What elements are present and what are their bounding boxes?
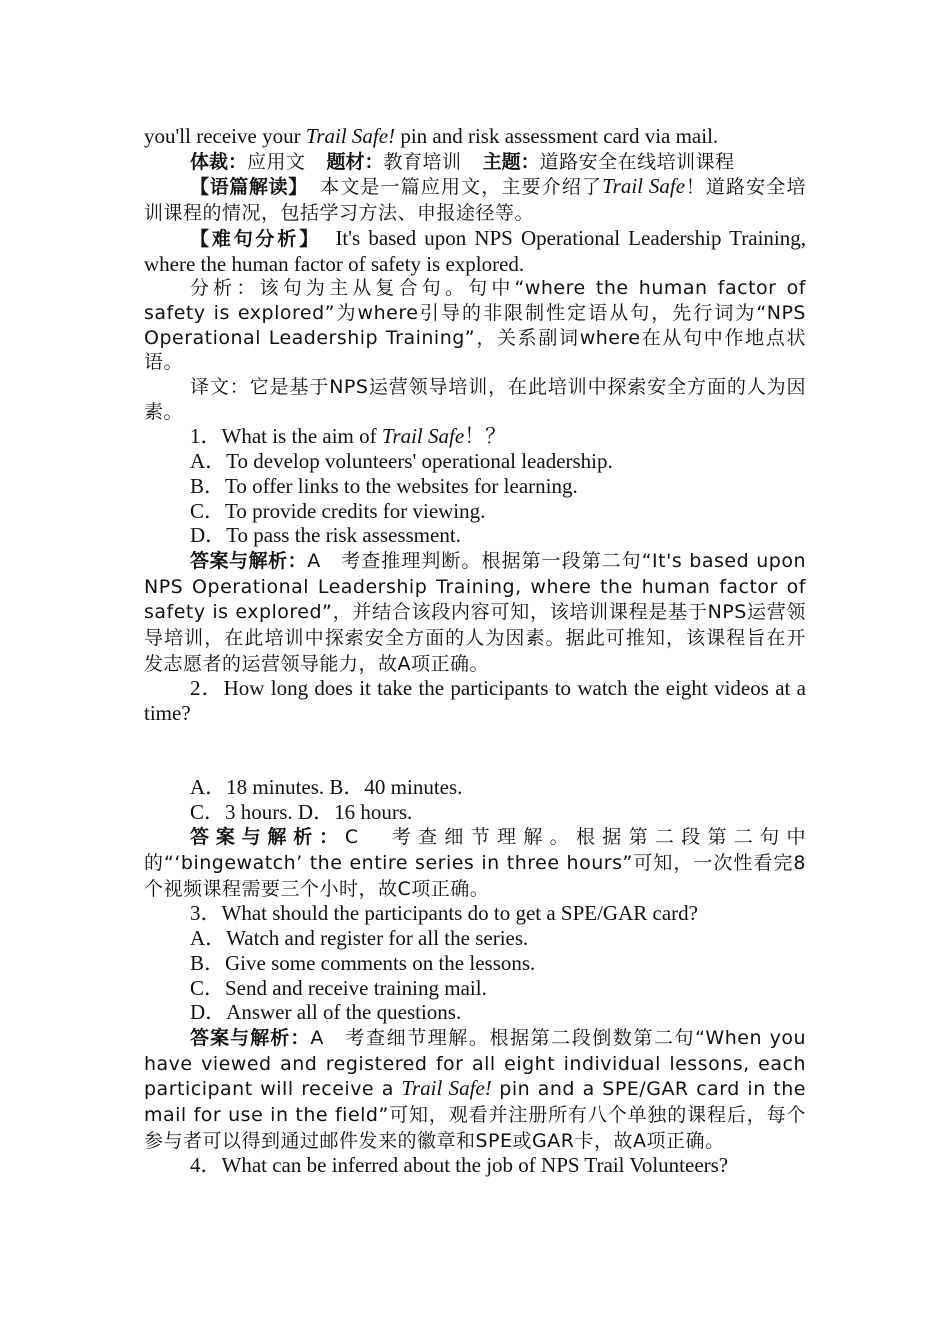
question-2-stem: 2．How long does it take the participants to watch the eight videos at a time?	[144, 676, 806, 726]
question-3-option-c: C．Send and receive training mail.	[190, 975, 487, 1000]
question-1-stem: 1．What is the aim of Trail Safe！？	[190, 424, 507, 449]
question-2-options-cd: C．3 hours. D．16 hours.	[190, 799, 413, 824]
question-3-option-a: A．Watch and register for all the series.	[190, 926, 529, 951]
question-3-answer: 答案与解析：A 考查细节理解。根据第二段倒数第二句“When you have viewed and registered for all eight individual lessons, each participant will receive a Trail Safe! pin and a SPE/GAR card in the mail for use in the field”可知，观看并注册所有八个单独的课程后，每个参与者可以得到通过邮件发来的徽章和SPE或GAR卡，故A项正确。	[144, 1026, 806, 1152]
intro-line: you'll receive your Trail Safe! pin and risk assessment card via mail.	[144, 124, 719, 148]
question-1-answer: 答案与解析：A 考查推理判断。根据第一段第二句“It's based upon NPS Operational Leadership Training, where the human factor of safety is explored”，并结合该段内容可知，该培训课程是基于NPS运营领导培训，在此培训中探索安全方面的人为因素。据此可推知，该课程旨在开发志愿者的运营领导能力，故A项正确。	[144, 549, 806, 675]
question-2-options-ab: A．18 minutes. B．40 minutes.	[190, 774, 463, 799]
question-2-answer: 答案与解析：C 考查细节理解。根据第二段第二句中的“‘bingewatch’ the entire series in three hours”可知，一次性看完8个视频课程需要三个小时，故C项正确。	[144, 826, 806, 900]
question-1-option-a: A．To develop volunteers' operational leadership.	[190, 449, 613, 474]
question-4-stem: 4．What can be inferred about the job of NPS Trail Volunteers?	[190, 1153, 729, 1178]
difficult-sentence: 【难句分析】 It's based upon NPS Operational Leadership Training, where the human factor of safety is explored.	[144, 225, 806, 276]
difficult-analysis: 分析：该句为主从复合句。句中“where the human factor of safety is explored”为where引导的非限制性定语从句，先行词为“NPS Operational Leadership Training”，关系副词where在从句中作地点状语。	[144, 277, 806, 374]
question-1-option-c: C．To provide credits for viewing.	[190, 498, 486, 523]
difficult-translation: 译文：它是基于NPS运营领导培训，在此培训中探索安全方面的人为因素。	[144, 376, 806, 423]
blank-gap	[144, 726, 806, 775]
question-1-option-b: B．To offer links to the websites for learning.	[190, 473, 578, 498]
question-3-stem: 3．What should the participants do to get a SPE/GAR card?	[190, 901, 698, 926]
question-1-option-d: D．To pass the risk assessment.	[190, 523, 461, 548]
question-3-option-d: D．Answer all of the questions.	[190, 1000, 462, 1025]
meta-line: 体裁：应用文 题材：教育培训 主题：道路安全在线培训课程	[190, 150, 735, 173]
question-3-option-b: B．Give some comments on the lessons.	[190, 950, 536, 975]
reading-summary: 【语篇解读】 本文是一篇应用文，主要介绍了Trail Safe！道路安全培训课程的情况，包括学习方法、申报途径等。	[144, 174, 806, 225]
